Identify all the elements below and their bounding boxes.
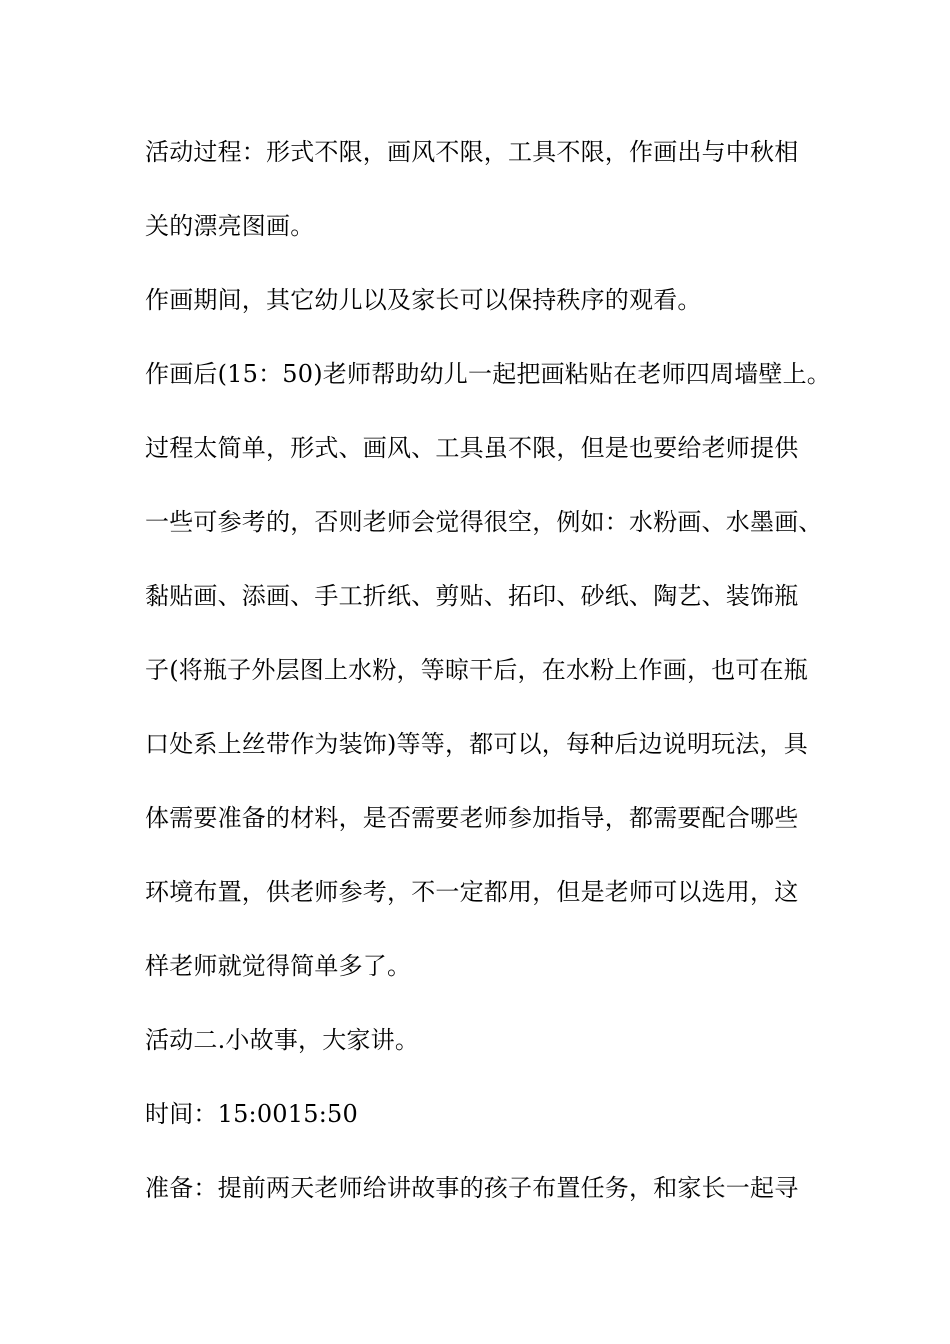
text-line: 黏贴画、添画、手工折纸、剪贴、拓印、砂纸、陶艺、装饰瓶 [145, 582, 799, 610]
text-line: 关的漂亮图画。 [145, 212, 315, 240]
section-heading: 活动二.小故事，大家讲。 [145, 1026, 420, 1054]
text-line: 样老师就觉得简单多了。 [145, 952, 412, 980]
text-line: 作画后(15：50)老师帮助幼儿一起把画粘贴在老师四周墙壁上。 [145, 360, 832, 388]
text-line: 体需要准备的材料，是否需要老师参加指导，都需要配合哪些 [145, 804, 799, 832]
text-line: 子(将瓶子外层图上水粉，等晾干后，在水粉上作画，也可在瓶 [145, 656, 808, 684]
text-line: 作画期间，其它幼儿以及家长可以保持秩序的观看。 [145, 286, 702, 314]
text-line: 时间：15:0015:50 [145, 1100, 358, 1128]
text-line: 过程太简单，形式、画风、工具虽不限，但是也要给老师提供 [145, 434, 799, 462]
text-line: 一些可参考的，否则老师会觉得很空，例如：水粉画、水墨画、 [145, 508, 823, 536]
text-line: 口处系上丝带作为装饰)等等，都可以，每种后边说明玩法，具 [145, 730, 808, 758]
text-line: 活动过程：形式不限，画风不限，工具不限，作画出与中秋相 [145, 138, 799, 166]
text-line: 准备：提前两天老师给讲故事的孩子布置任务，和家长一起寻 [145, 1174, 799, 1202]
text-line: 环境布置，供老师参考，不一定都用，但是老师可以选用，这 [145, 878, 799, 906]
